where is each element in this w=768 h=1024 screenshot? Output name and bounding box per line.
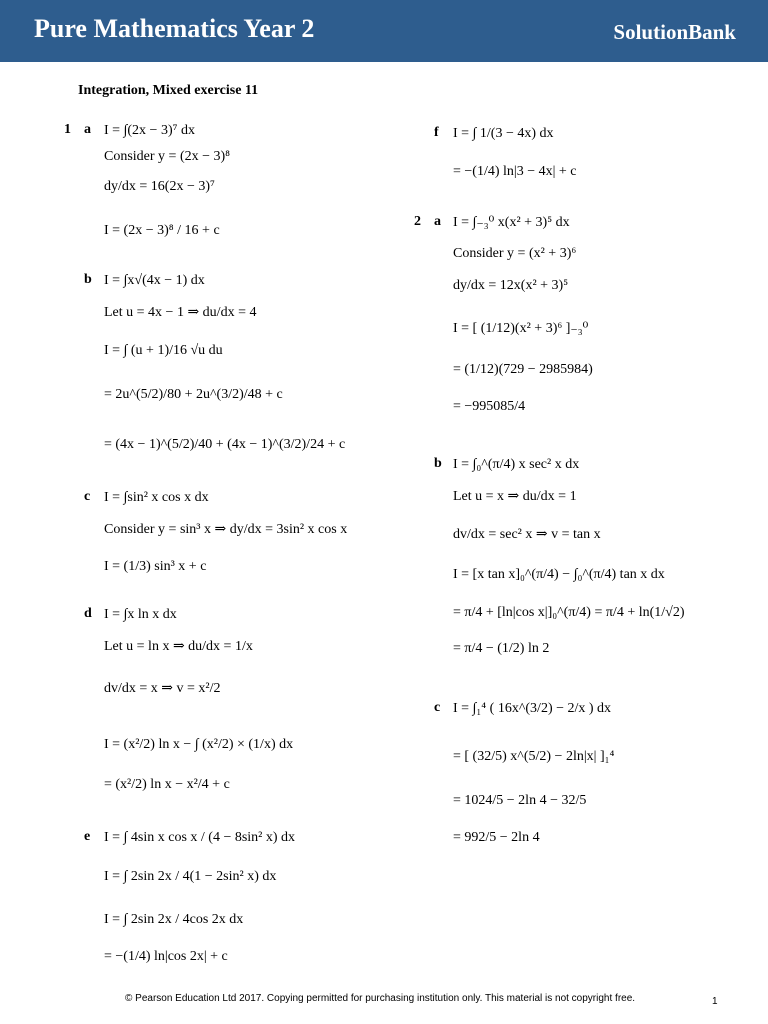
q1d-line-5: = (x²/2) ln x − x²/4 + c (104, 777, 230, 792)
part-1e-label: e (84, 829, 91, 844)
q1d-line-2: Let u = ln x ⇒ du/dx = 1/x (104, 639, 253, 654)
q2b-line-3: dv/dx = sec² x ⇒ v = tan x (453, 527, 601, 542)
part-1f-label: f (434, 125, 439, 140)
part-2b-label: b (434, 456, 442, 471)
q2c-line-3: = 1024/5 − 2ln 4 − 32/5 (453, 793, 587, 808)
part-1b-label: b (84, 272, 92, 287)
question-2-number: 2 (414, 214, 421, 229)
q2a-line-2: Consider y = (x² + 3)⁶ (453, 246, 577, 261)
q1c-line-3: I = (1/3) sin³ x + c (104, 559, 207, 574)
brand-name: SolutionBank (613, 20, 736, 44)
q1d-line-1: I = ∫x ln x dx (104, 607, 177, 622)
q2a-line-5: = (1/12)(729 − 2985984) (453, 362, 593, 377)
q1d-line-3: dv/dx = x ⇒ v = x²/2 (104, 681, 221, 696)
part-1d-label: d (84, 606, 92, 621)
exercise-title: Integration, Mixed exercise 11 (78, 83, 259, 98)
page-number: 1 (712, 996, 718, 1007)
q2b-line-1: I = ∫₀^(π/4) x sec² x dx (453, 457, 580, 472)
part-2a-label: a (434, 214, 441, 229)
q2a-line-3: dy/dx = 12x(x² + 3)⁵ (453, 278, 569, 293)
part-2c-label: c (434, 700, 441, 715)
q2a-line-1: I = ∫₋₃⁰ x(x² + 3)⁵ dx (453, 215, 570, 230)
q1a-line-4: I = (2x − 3)⁸ / 16 + c (104, 223, 220, 238)
q2b-line-2: Let u = x ⇒ du/dx = 1 (453, 489, 577, 504)
q2a-line-4: I = [ (1/12)(x² + 3)⁶ ]₋₃⁰ (453, 321, 589, 336)
q1b-line-3: I = ∫ (u + 1)/16 √u du (104, 343, 223, 358)
q1b-line-2: Let u = 4x − 1 ⇒ du/dx = 4 (104, 305, 257, 320)
q1e-line-2: I = ∫ 2sin 2x / 4(1 − 2sin² x) dx (104, 869, 277, 884)
q1a-line-1: I = ∫(2x − 3)⁷ dx (104, 123, 195, 138)
q2c-line-1: I = ∫₁⁴ ( 16x^(3/2) − 2/x ) dx (453, 701, 612, 716)
q1b-line-5: = (4x − 1)^(5/2)/40 + (4x − 1)^(3/2)/24 + c (104, 437, 346, 452)
q1e-line-3: I = ∫ 2sin 2x / 4cos 2x dx (104, 912, 244, 927)
part-1c-label: c (84, 489, 91, 504)
q1e-line-4: = −(1/4) ln|cos 2x| + c (104, 949, 228, 964)
q2c-line-2: = [ (32/5) x^(5/2) − 2ln|x| ]₁⁴ (453, 749, 615, 764)
q2c-line-4: = 992/5 − 2ln 4 (453, 830, 540, 845)
q1a-line-3: dy/dx = 16(2x − 3)⁷ (104, 179, 215, 194)
q1f-line-2: = −(1/4) ln|3 − 4x| + c (453, 164, 577, 179)
q1a-line-2: Consider y = (2x − 3)⁸ (104, 149, 231, 164)
q2b-line-6: = π/4 − (1/2) ln 2 (453, 641, 550, 656)
q1c-line-1: I = ∫sin² x cos x dx (104, 490, 209, 505)
book-title: Pure Mathematics Year 2 (34, 14, 315, 43)
question-1-number: 1 (64, 122, 71, 137)
q2a-line-6: = −995085/4 (453, 399, 526, 414)
q2b-line-5: = π/4 + [ln|cos x|]₀^(π/4) = π/4 + ln(1/√2) (453, 605, 685, 620)
part-1a-label: a (84, 122, 91, 137)
page-header (0, 0, 768, 62)
q1c-line-2: Consider y = sin³ x ⇒ dy/dx = 3sin² x cos x (104, 522, 348, 537)
copyright-footer: © Pearson Education Ltd 2017. Copying permitted for purchasing institution only. This material is not copyright free. (125, 993, 636, 1004)
q1f-line-1: I = ∫ 1/(3 − 4x) dx (453, 126, 554, 141)
q1e-line-1: I = ∫ 4sin x cos x / (4 − 8sin² x) dx (104, 830, 296, 845)
q1b-line-4: = 2u^(5/2)/80 + 2u^(3/2)/48 + c (104, 387, 283, 402)
q1b-line-1: I = ∫x√(4x − 1) dx (104, 273, 205, 288)
q1d-line-4: I = (x²/2) ln x − ∫ (x²/2) × (1/x) dx (104, 737, 294, 752)
q2b-line-4: I = [x tan x]₀^(π/4) − ∫₀^(π/4) tan x dx (453, 567, 665, 582)
